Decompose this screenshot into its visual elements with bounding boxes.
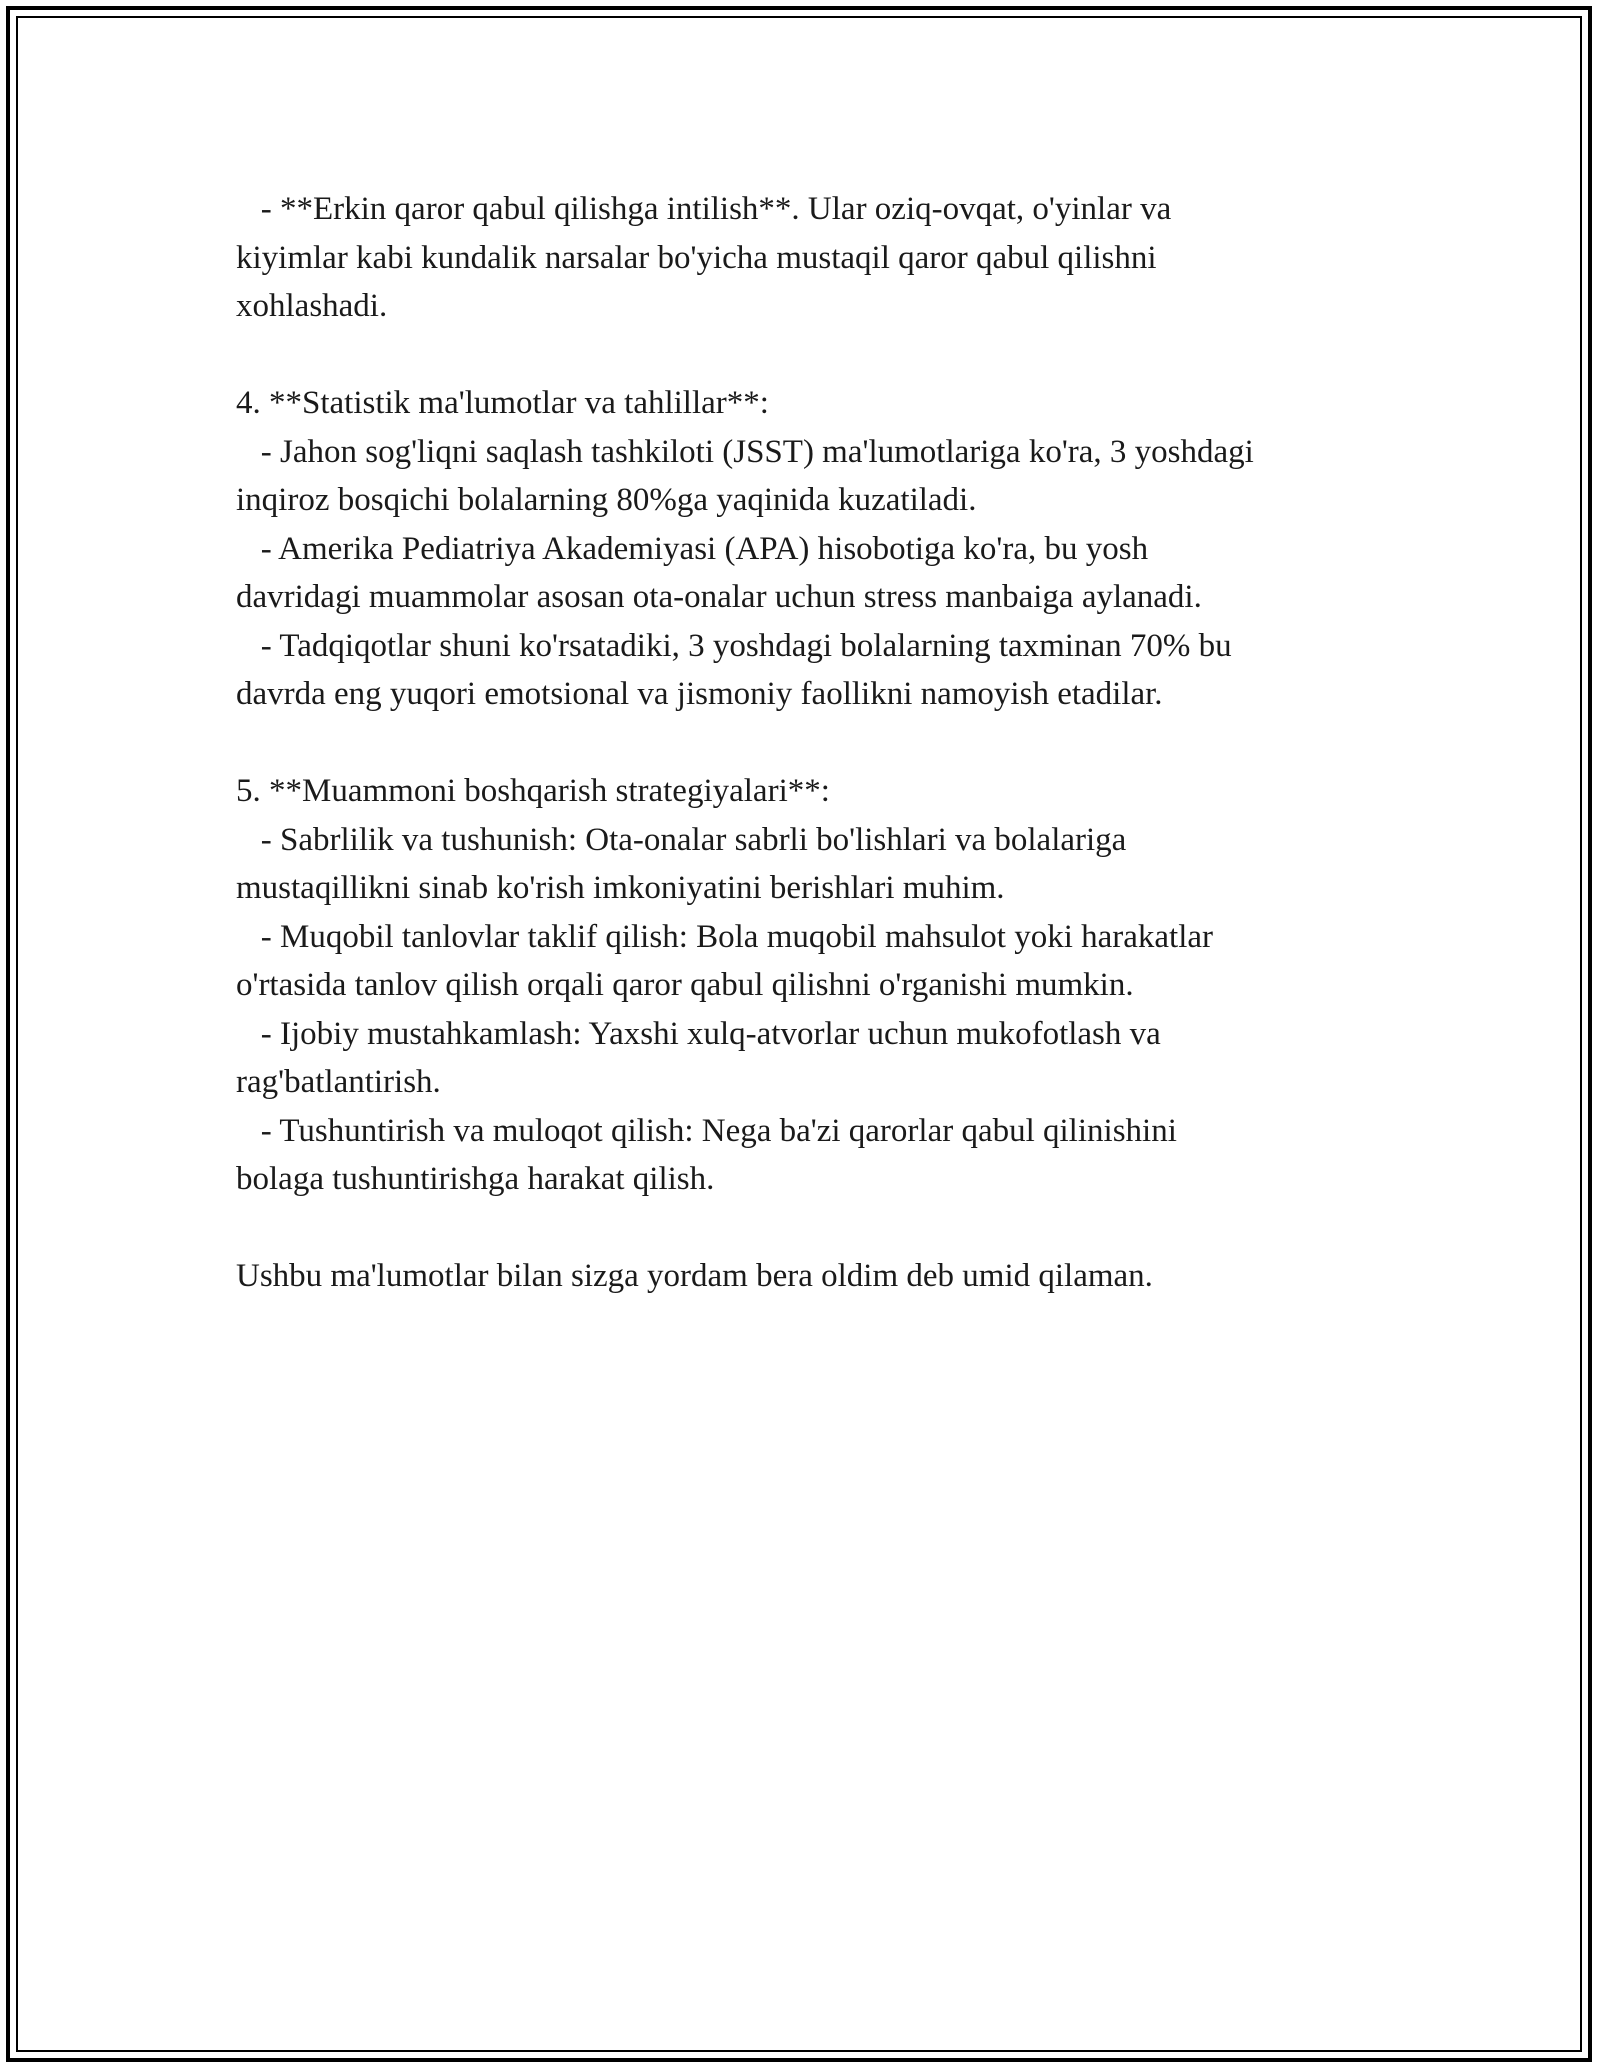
paragraph-gap	[236, 331, 1386, 380]
text-line: - Jahon sog'liqni saqlash tashkiloti (JSST) ma'lumotlariga ko'ra, 3 yoshdagi	[236, 433, 1254, 470]
text-line: inqiroz bosqichi bolalarning 80%ga yaqinida kuzatiladi.	[236, 482, 977, 518]
text-line: mustaqillikni sinab ko'rish imkoniyatini berishlari muhim.	[236, 870, 1005, 906]
section-heading: 5. **Muammoni boshqarish strategiyalari**:	[236, 773, 830, 809]
text-line: bolaga tushuntirishga harakat qilish.	[236, 1161, 715, 1197]
document-body	[236, 185, 1386, 1301]
text-line: xohlashadi.	[236, 288, 388, 324]
text-line: kiyimlar kabi kundalik narsalar bo'yicha mustaqil qaror qabul qilishni	[236, 239, 1157, 276]
text-line: - Tadqiqotlar shuni ko'rsatadiki, 3 yoshdagi bolalarning taxminan 70% bu	[236, 627, 1232, 664]
text-line: - Sabrlilik va tushunish: Ota-onalar sabrli bo'lishlari va bolalariga	[236, 821, 1127, 858]
closing-line: Ushbu ma'lumotlar bilan sizga yordam bera oldim deb umid qilaman.	[236, 1258, 1153, 1294]
text-line: - Amerika Pediatriya Akademiyasi (APA) hisobotiga ko'ra, bu yosh	[236, 530, 1149, 567]
text-line: - **Erkin qaror qabul qilishga intilish**. Ular oziq-ovqat, o'yinlar va	[236, 191, 1172, 227]
section-heading: 4. **Statistik ma'lumotlar va tahlillar**:	[236, 385, 769, 421]
text-line: davrda eng yuqori emotsional va jismoniy faollikni namoyish etadilar.	[236, 676, 1163, 712]
paragraph-gap	[236, 719, 1386, 768]
text-line: - Ijobiy mustahkamlash: Yaxshi xulq-atvorlar uchun mukofotlash va	[236, 1015, 1161, 1052]
text-line: davridagi muammolar asosan ota-onalar uchun stress manbaiga aylanadi.	[236, 579, 1202, 615]
text-line: - Tushuntirish va muloqot qilish: Nega ba'zi qarorlar qabul qilinishini	[236, 1112, 1177, 1149]
text-line: o'rtasida tanlov qilish orqali qaror qabul qilishni o'rganishi mumkin.	[236, 967, 1134, 1003]
text-line: rag'batlantirish.	[236, 1064, 441, 1100]
text-line: - Muqobil tanlovlar taklif qilish: Bola muqobil mahsulot yoki harakatlar	[236, 918, 1214, 955]
paragraph-gap	[236, 1204, 1386, 1253]
